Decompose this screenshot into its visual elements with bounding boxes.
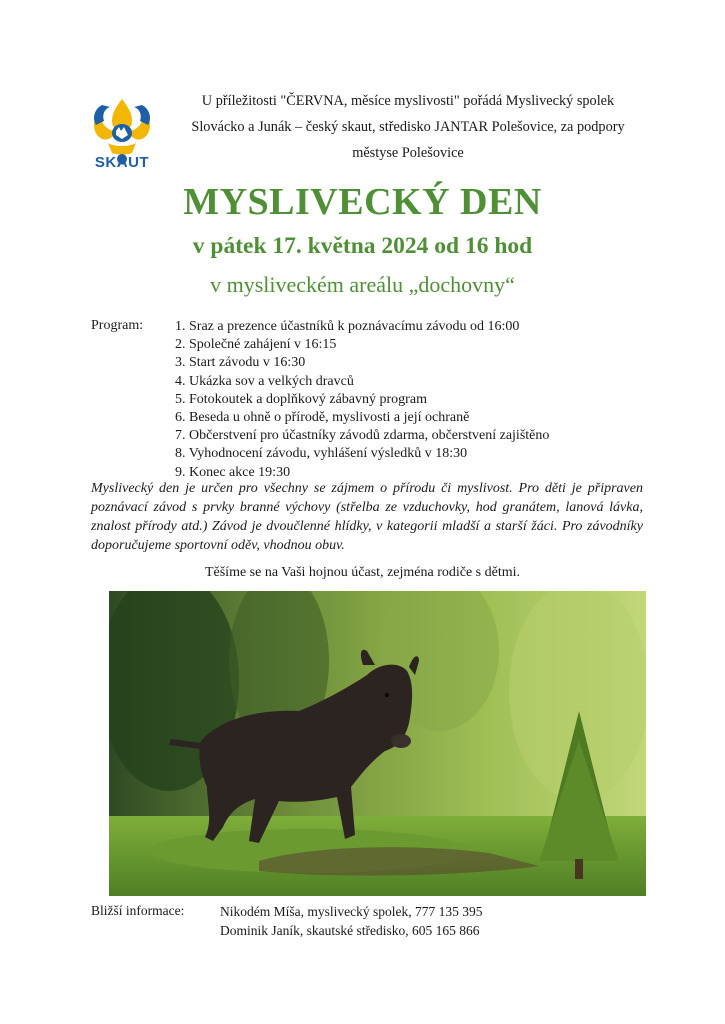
info-label: Bližší informace: — [91, 903, 185, 918]
contact-list — [220, 903, 482, 940]
program-list — [175, 318, 549, 482]
program-item: 6. Beseda u ohně o přírodě, myslivosti a její ochraně — [175, 410, 470, 426]
contact-line: Dominik Janík, skautské středisko, 605 165 866 — [220, 922, 480, 938]
program-item: 8. Vyhodnocení závodu, vyhlášení výsledků v 18:30 — [175, 446, 468, 462]
event-date: v pátek 17. května 2024 od 16 hod — [192, 233, 533, 259]
welcome-text: Těšíme se na Vaši hojnou účast, zejména rodiče s dětmi. — [204, 565, 521, 580]
intro-line: Slovácko a Junák – český skaut, středisko JANTAR Polešovice, za podpory — [191, 119, 625, 135]
intro-line: U příležitosti "ČERVNA, měsíce myslivosti" pořádá Myslivecký spolek — [201, 93, 615, 109]
intro-text — [168, 88, 648, 166]
skaut-logo-text: SKAUT — [94, 154, 150, 171]
program-label: Program: — [91, 318, 144, 333]
event-venue: v mysliveckém areálu „dochovny“ — [210, 272, 515, 297]
event-description: Myslivecký den je určen pro všechny se zájmem o přírodu či myslivost. Pro děti je připraven poznávací závod s prvky branné výchovy (střelba ze vzduchovky, hod granátem, lanová lávka, znalost přírody atd.) Závod je dvoučlenné hlídky, v kategorii mladší a starší žáci. Pro závodníky doporučujeme sportovní oděv, vhodnou obuv. — [91, 481, 643, 553]
program-item: 9. Konec akce 19:30 — [175, 464, 291, 480]
program-item: 5. Fotokoutek a doplňkový zábavný program — [175, 391, 427, 407]
program-item: 2. Společné zahájení v 16:15 — [175, 337, 337, 353]
contact-line: Nikodém Míša, myslivecký spolek, 777 135 395 — [220, 904, 483, 919]
intro-line: městyse Polešovice — [352, 145, 464, 161]
program-item: 1. Sraz a prezence účastníků k poznávacímu závodu od 16:00 — [175, 319, 520, 334]
wild-boar-photo — [109, 591, 646, 896]
event-title: MYSLIVECKÝ DEN — [183, 181, 542, 223]
program-item: 3. Start závodu v 16:30 — [175, 355, 306, 371]
program-item: 7. Občerstvení pro účastníky závodů zdarma, občerstvení zajištěno — [175, 428, 550, 444]
program-item: 4. Ukázka sov a velkých dravců — [175, 373, 354, 389]
